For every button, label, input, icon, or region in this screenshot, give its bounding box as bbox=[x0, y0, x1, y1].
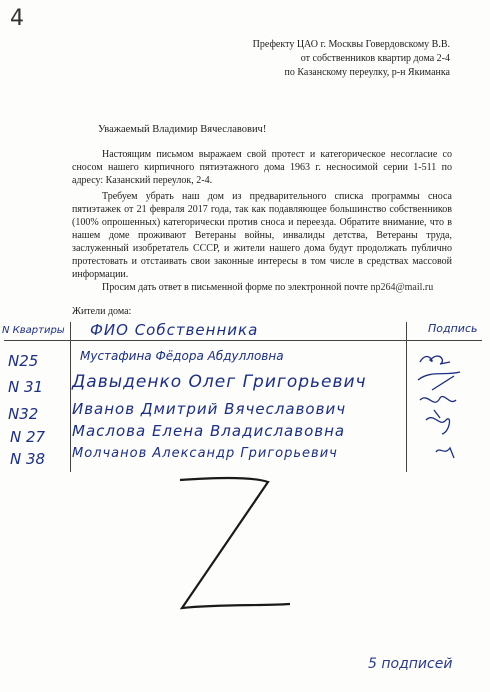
header-signature: Подпись bbox=[428, 322, 478, 335]
addressee-line: Префекту ЦАО г. Москвы Говердовскому В.В. bbox=[252, 39, 450, 50]
paragraph-demand: Требуем убрать наш дом из предварительного списка программы сноса пятиэтажек от 21 февраля 2017 года, так как подавляющее большинство собственников (100% опрошенных) категорически против сноса и переезда. Обратите внимание, что в нашем доме проживают Ветераны войны, инвалиды детства, Ветераны труда, заслуженный изобретатель СССР, и жители нашего дома будут продолжать публично протестовать и отстаивать свои законные интересы в том числе в средствах массовой информации. bbox=[72, 191, 452, 280]
addressee-line: по Казанскому переулку, р-н Якиманка bbox=[284, 67, 450, 78]
page-number: 4 bbox=[10, 6, 24, 31]
row-apartment: N 38 bbox=[10, 450, 46, 468]
row-apartment: N 31 bbox=[8, 378, 44, 396]
residents-label: Жители дома: bbox=[72, 306, 132, 317]
request-line bbox=[72, 282, 433, 293]
row-name: Иванов Дмитрий Вячеславович bbox=[72, 400, 347, 418]
header-apartment: N Квартиры bbox=[2, 325, 65, 336]
signatures-count-note: 5 подписей bbox=[368, 656, 453, 672]
z-strike-mark bbox=[140, 468, 310, 618]
email-address: np264@mail.ru bbox=[370, 282, 434, 293]
table-divider-left bbox=[70, 322, 71, 472]
row-name: Маслова Елена Владиславовна bbox=[72, 422, 346, 440]
row-apartment: N32 bbox=[8, 405, 39, 423]
header-name: ФИО Собственника bbox=[90, 321, 259, 339]
row-apartment: N 27 bbox=[10, 428, 46, 446]
row-name: Молчанов Александр Григорьевич bbox=[72, 446, 338, 461]
row-name: Мустафина Фёдора Абдулловна bbox=[80, 349, 284, 363]
paragraph-protest: Настоящим письмом выражаем свой протест и категорическое несогласие со сносом нашего кирпичного пятиэтажного дома 1963 г. несносимой серии 1-511 по адресу: Казанский переулок, 2-4. bbox=[72, 149, 452, 186]
request-text: Просим дать ответ в письменной форме по электронной почте bbox=[102, 282, 368, 293]
signature-scribble bbox=[410, 340, 470, 470]
salutation: Уважаемый Владимир Вячеславович! bbox=[98, 124, 267, 135]
addressee-line: от собственников квартир дома 2-4 bbox=[300, 53, 450, 64]
row-apartment: N25 bbox=[8, 352, 39, 370]
table-divider-right bbox=[406, 322, 407, 472]
row-name: Давыденко Олег Григорьевич bbox=[72, 372, 367, 392]
addressee-block bbox=[200, 38, 450, 80]
